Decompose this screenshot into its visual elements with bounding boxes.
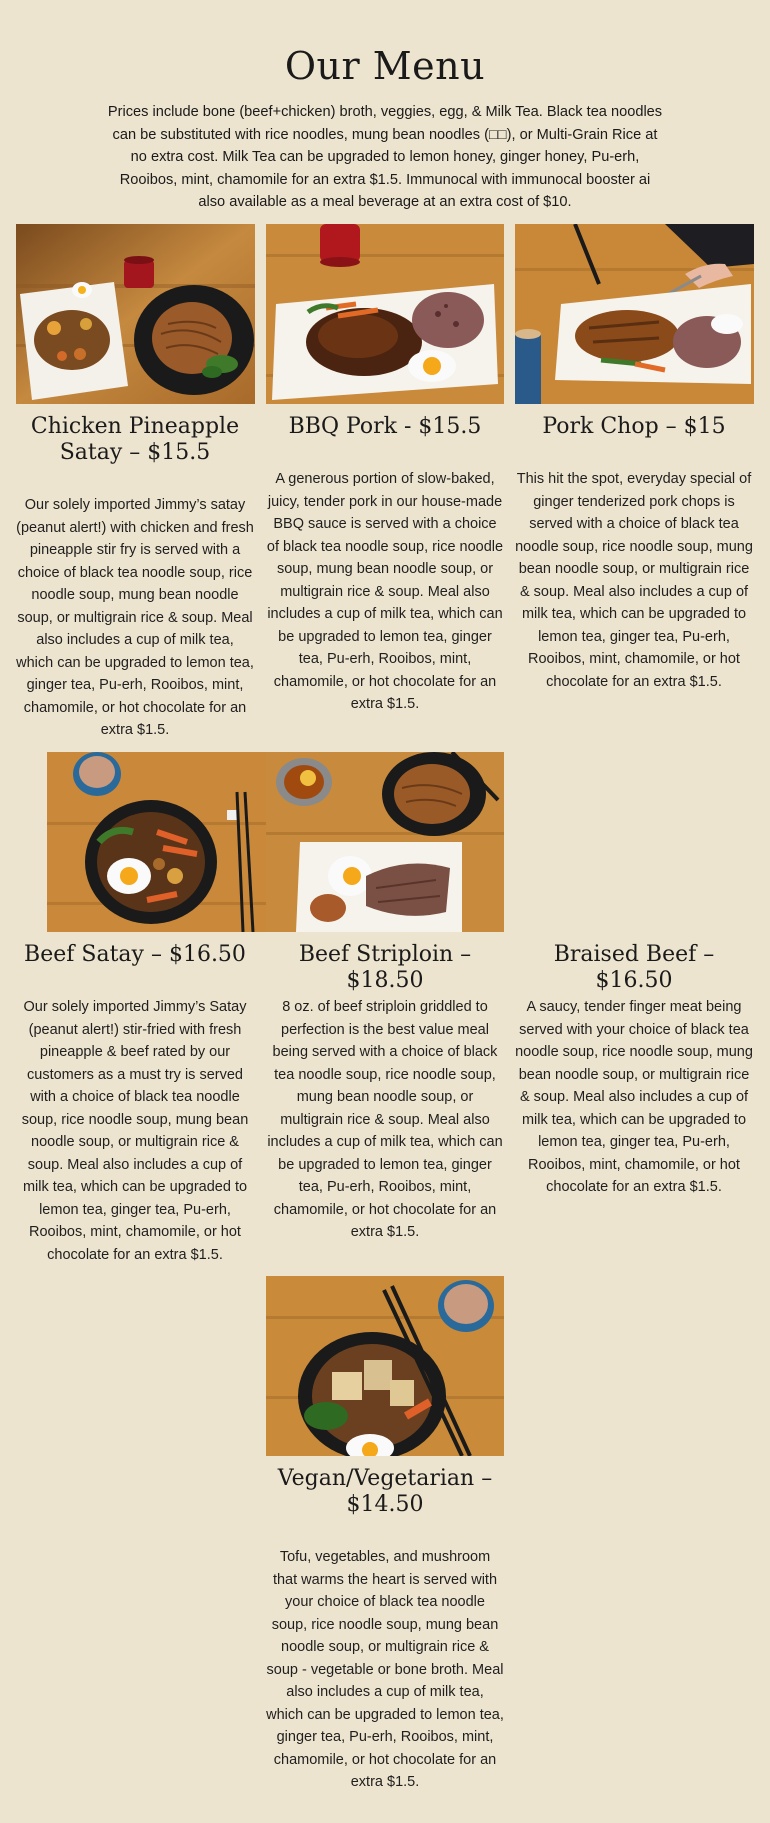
beef-satay-photo bbox=[47, 752, 266, 932]
dish-title-vegan-vegetarian: Vegan/Vegetarian – $14.50 bbox=[277, 1466, 493, 1517]
dish-title-chicken-pineapple-satay: Chicken Pineapple Satay – $15.5 bbox=[30, 414, 240, 465]
page-title: Our Menu bbox=[284, 44, 486, 88]
dish-description-vegan-vegetarian: Tofu, vegetables, and mushroom that warms the heart is served with your choice of black tea noodle soup, rice noodle soup, mung bean noodle soup, or multigrain rice & soup - vegetable or bone broth. Meal also includes a cup of milk tea, which can be upgraded to lemon tea, ginger tea, Pu-erh, Rooibos, mint, chamomile, or hot chocolate for an extra $1.5. bbox=[266, 1549, 504, 1790]
bbq-pork-photo bbox=[266, 224, 504, 404]
dish-description-beef-satay: Our solely imported Jimmy’s Satay (peanut alert!) stir-fried with fresh pineapple & beef rated by our customers as a must try is served with a choice of black tea noodle soup, rice noodle soup, mung bean noodle soup, or multigrain rice & soup. Meal also includes a cup of milk tea, which can be upgraded to lemon tea, ginger tea, Pu-erh, Rooibos, mint, chamomile, or hot chocolate for an extra $1.5. bbox=[21, 999, 249, 1263]
dish-title-beef-striploin: Beef Striploin – $18.50 bbox=[298, 942, 472, 993]
dish-title-beef-satay: Beef Satay – $16.50 bbox=[24, 942, 246, 967]
dish-description-chicken-pineapple-satay: Our solely imported Jimmy’s satay (peanut alert!) with chicken and fresh pineapple stir fry is served with a choice of black tea noodle soup, rice noodle soup, mung bean noodle soup, or multigrain rice & soup. Meal also includes a cup of milk tea, which can be upgraded to lemon tea, ginger tea, Pu-erh, Rooibos, mint, chamomile, or hot chocolate for an extra $1.5. bbox=[16, 497, 254, 738]
vegan-vegetarian-photo bbox=[266, 1276, 504, 1456]
dish-description-braised-beef: A saucy, tender finger meat being served with your choice of black tea noodle soup, rice noodle soup, mung bean noodle soup, or multigrain rice & soup. Meal also includes a cup of milk tea, which can be upgraded to lemon tea, ginger tea, Pu-erh, Rooibos, mint, chamomile, or hot chocolate for an extra $1.5. bbox=[515, 999, 753, 1195]
beef-striploin-photo bbox=[266, 752, 504, 932]
pork-chop-photo bbox=[515, 224, 754, 404]
chicken-pineapple-satay-photo bbox=[16, 224, 255, 404]
dish-description-bbq-pork: A generous portion of slow-baked, juicy, tender pork in our house-made BBQ sauce is served with a choice of black tea noodle soup, rice noodle soup, mung bean noodle soup, or multigrain rice & soup. Meal also includes a cup of milk tea, which can be upgraded to lemon tea, ginger tea, Pu-erh, Rooibos, mint, chamomile, or hot chocolate for an extra $1.5. bbox=[266, 471, 504, 712]
menu-intro-text: Prices include bone (beef+chicken) broth, veggies, egg, & Milk Tea. Black tea noodles can be substituted with rice noodles, mung bean noodles (□□), or Multi-Grain Rice at no extra cost. Milk Tea can be upgraded to lemon honey, ginger honey, Pu-erh, Rooibos, mint, chamomile for an extra $1.5. Immunocal with immunocal booster ai also available as a meal beverage at an extra cost of $10. bbox=[107, 104, 663, 210]
dish-title-bbq-pork: BBQ Pork - $15.5 bbox=[288, 414, 482, 439]
dish-title-braised-beef: Braised Beef – $16.50 bbox=[553, 942, 715, 993]
dish-description-pork-chop: This hit the spot, everyday special of ginger tenderized pork chops is served with a choice of black tea noodle soup, rice noodle soup, mung bean noodle soup, or multigrain rice & soup. Meal also includes a cup of milk tea, which can be upgraded to lemon tea, ginger tea, Pu-erh, Rooibos, mint, chamomile, or hot chocolate for an extra $1.5. bbox=[515, 471, 753, 690]
dish-description-beef-striploin: 8 oz. of beef striploin griddled to perfection is the best value meal being served with a choice of black tea noodle soup, rice noodle soup, mung bean noodle soup, or multigrain rice & soup. Meal also includes a cup of milk tea, which can be upgraded to lemon tea, ginger tea, Pu-erh, Rooibos, mint, chamomile, or hot chocolate for an extra $1.5. bbox=[267, 999, 503, 1240]
dish-title-pork-chop: Pork Chop – $15 bbox=[542, 414, 726, 439]
